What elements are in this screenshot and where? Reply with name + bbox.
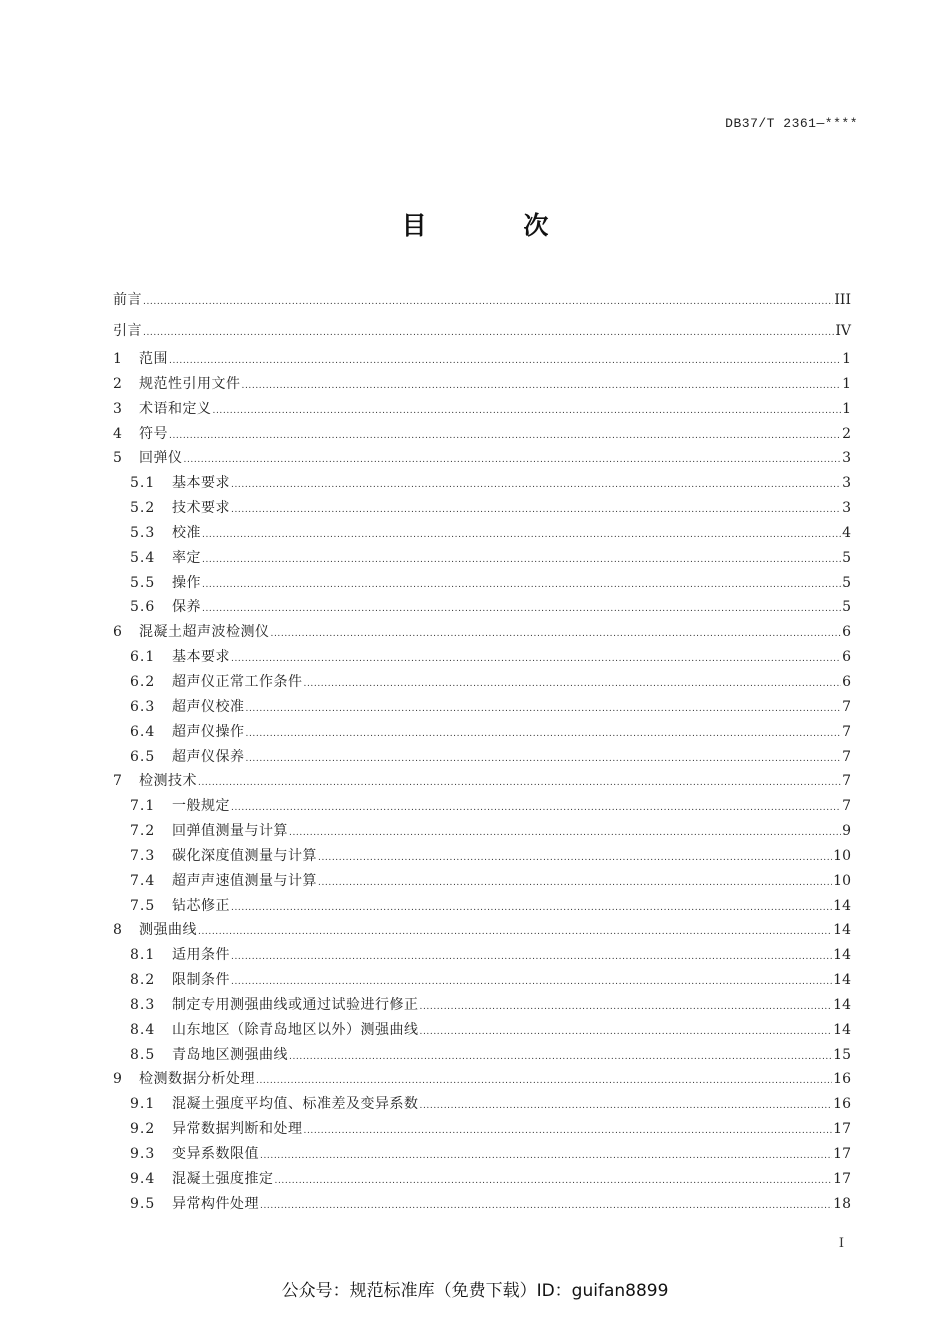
toc-entry-number: 9.1	[130, 1096, 156, 1113]
toc-entry[interactable]	[113, 819, 851, 844]
toc-entry[interactable]	[113, 620, 851, 645]
toc-entry-number: 7	[113, 773, 122, 790]
toc-entry-label: 异常构件处理	[172, 1195, 259, 1212]
toc-entry-number: 5	[113, 450, 122, 467]
toc-dot-leader	[143, 287, 833, 318]
toc-entry-label: 规范性引用文件	[139, 375, 241, 392]
toc-entry-label: 检测技术	[139, 773, 197, 790]
toc-entry-number: 5.6	[130, 599, 156, 616]
toc-entry-label: 超声仪正常工作条件	[172, 673, 303, 690]
toc-entry[interactable]	[113, 546, 851, 571]
toc-entry[interactable]	[113, 471, 851, 496]
toc-entry-label: 适用条件	[172, 947, 230, 964]
toc-entry-number: 7.1	[130, 798, 156, 815]
toc-entry[interactable]	[113, 943, 851, 968]
toc-dot-leader	[275, 1169, 833, 1194]
toc-entry-number: 5.5	[130, 574, 156, 591]
toc-entry-page: IV	[835, 323, 851, 339]
toc-entry[interactable]	[113, 1117, 851, 1142]
toc-entry-label: 超声仪保养	[172, 748, 245, 765]
toc-entry-label: 范围	[139, 351, 168, 367]
toc-entry[interactable]	[113, 968, 851, 993]
toc-entry-number: 9	[113, 1071, 122, 1088]
toc-entry-label: 术语和定义	[139, 400, 212, 417]
toc-entry-page: 10	[833, 872, 851, 889]
toc-entry-number: 5.1	[130, 475, 156, 492]
toc-dot-leader	[231, 498, 841, 523]
toc-entry-label: 异常数据判断和处理	[172, 1121, 303, 1138]
toc-entry-label: 混凝土超声波检测仪	[139, 624, 270, 641]
toc-entry-label: 校准	[172, 524, 201, 541]
toc-entry-number: 7.5	[130, 897, 156, 914]
toc-entry[interactable]	[113, 1043, 851, 1068]
toc-entry-page: 7	[842, 773, 851, 790]
toc-entry-page: III	[834, 292, 851, 308]
toc-dot-leader	[260, 1144, 832, 1169]
toc-entry-number: 6.3	[130, 698, 156, 715]
toc-entry-label: 技术要求	[172, 500, 230, 517]
page-title: 目 次	[401, 211, 593, 240]
toc-entry[interactable]	[113, 285, 851, 316]
toc-dot-leader	[231, 796, 841, 821]
toc-entry-page: 14	[833, 1021, 851, 1038]
toc-entry[interactable]	[113, 347, 851, 372]
toc-entry[interactable]	[113, 794, 851, 819]
toc-entry-label: 回弹值测量与计算	[172, 823, 288, 840]
toc-entry[interactable]	[113, 595, 851, 620]
toc-entry-number: 6.5	[130, 748, 156, 765]
toc-entry-page: 10	[833, 847, 851, 864]
toc-entry-number: 6.4	[130, 723, 156, 740]
toc-dot-leader	[231, 896, 832, 921]
toc-entry-number: 5.3	[130, 524, 156, 541]
toc-entry[interactable]	[113, 1018, 851, 1043]
toc-entry-number: 6.1	[130, 649, 156, 666]
toc-entry[interactable]	[113, 521, 851, 546]
toc-entry-number: 8.4	[130, 1021, 156, 1038]
toc-dot-leader	[213, 399, 842, 424]
toc-entry-number: 7.2	[130, 823, 156, 840]
toc-dot-leader	[318, 846, 832, 871]
toc-entry[interactable]	[113, 769, 851, 794]
toc-entry-page: 18	[833, 1195, 851, 1212]
watermark-text: 公众号：规范标准库（免费下载）ID：guifan8899	[281, 1281, 669, 1301]
toc-entry[interactable]	[113, 1167, 851, 1192]
toc-entry-page: 7	[842, 748, 851, 765]
toc-entry-label: 碳化深度值测量与计算	[172, 847, 317, 864]
toc-dot-leader	[231, 647, 841, 672]
toc-dot-leader	[289, 821, 841, 846]
toc-entry-page: 17	[833, 1121, 851, 1138]
toc-entry-page: 7	[842, 698, 851, 715]
toc-dot-leader	[169, 424, 841, 449]
toc-dot-leader	[202, 548, 841, 573]
toc-entry-number: 9.2	[130, 1121, 156, 1138]
toc-entry-page: 14	[833, 972, 851, 989]
toc-dot-leader	[246, 747, 842, 772]
toc-entry-page: 2	[842, 425, 851, 442]
toc-dot-leader	[260, 1194, 832, 1219]
toc-dot-leader	[420, 1020, 833, 1045]
toc-entry-number: 6	[113, 624, 122, 641]
toc-entry-page: 1	[842, 351, 851, 367]
toc-dot-leader	[184, 448, 842, 473]
toc-entry-label: 一般规定	[172, 798, 230, 815]
toc-entry-label: 制定专用测强曲线或通过试验进行修正	[172, 996, 419, 1013]
toc-dot-leader	[169, 349, 841, 374]
toc-entry-page: 14	[833, 947, 851, 964]
table-of-contents	[113, 285, 851, 1217]
toc-entry-page: 3	[842, 500, 851, 517]
toc-entry-page: 1	[842, 375, 851, 392]
toc-entry-label: 限制条件	[172, 972, 230, 989]
toc-entry-page: 17	[833, 1170, 851, 1187]
toc-entry-label: 率定	[172, 549, 201, 566]
toc-entry-number: 2	[113, 375, 122, 392]
toc-entry[interactable]	[113, 372, 851, 397]
toc-dot-leader	[198, 771, 841, 796]
toc-entry-page: 5	[842, 599, 851, 616]
toc-entry-number: 5.4	[130, 549, 156, 566]
toc-dot-leader	[202, 573, 841, 598]
toc-entry-label: 前言	[113, 292, 142, 308]
toc-entry-page: 5	[842, 549, 851, 566]
toc-dot-leader	[198, 920, 832, 945]
toc-dot-leader	[143, 318, 834, 349]
toc-entry[interactable]	[113, 869, 851, 894]
toc-entry-label: 引言	[113, 323, 142, 339]
toc-dot-leader	[271, 622, 842, 647]
toc-entry-page: 14	[833, 922, 851, 939]
toc-entry-page: 5	[842, 574, 851, 591]
toc-entry-label: 操作	[172, 574, 201, 591]
toc-entry[interactable]	[113, 496, 851, 521]
toc-entry[interactable]	[113, 1067, 851, 1092]
toc-entry-page: 3	[842, 450, 851, 467]
toc-entry-label: 混凝土强度推定	[172, 1170, 274, 1187]
toc-entry-number: 6.2	[130, 673, 156, 690]
toc-entry[interactable]	[113, 918, 851, 943]
toc-entry-page: 16	[833, 1071, 851, 1088]
toc-entry-label: 山东地区（除青岛地区以外）测强曲线	[172, 1021, 419, 1038]
toc-entry-page: 7	[842, 798, 851, 815]
toc-entry[interactable]	[113, 1192, 851, 1217]
toc-entry-page: 17	[833, 1146, 851, 1162]
toc-entry-number: 8.1	[130, 947, 156, 964]
toc-dot-leader	[304, 672, 842, 697]
toc-entry-label: 混凝土强度平均值、标准差及变异系数	[172, 1096, 419, 1113]
toc-dot-leader	[231, 473, 841, 498]
toc-entry-number: 9.3	[130, 1146, 156, 1162]
toc-entry-page: 3	[842, 475, 851, 492]
toc-entry-number: 3	[113, 400, 122, 417]
toc-entry-number: 8	[113, 922, 122, 939]
document-code: DB37/T 2361—****	[725, 116, 858, 131]
toc-entry[interactable]	[113, 316, 851, 347]
toc-entry-page: 16	[833, 1096, 851, 1113]
toc-dot-leader	[420, 995, 833, 1020]
toc-entry-number: 7.3	[130, 847, 156, 864]
toc-dot-leader	[318, 871, 832, 896]
toc-entry-page: 9	[842, 823, 851, 840]
toc-entry-number: 5.2	[130, 500, 156, 517]
toc-entry-page: 1	[842, 400, 851, 417]
toc-entry[interactable]	[113, 422, 851, 447]
toc-entry[interactable]	[113, 1142, 851, 1167]
toc-entry[interactable]	[113, 695, 851, 720]
toc-entry[interactable]	[113, 397, 851, 422]
toc-entry-label: 保养	[172, 599, 201, 616]
toc-entry-label: 检测数据分析处理	[139, 1071, 255, 1088]
page-number: I	[838, 1236, 844, 1251]
toc-entry-page: 6	[842, 624, 851, 641]
toc-entry-label: 钻芯修正	[172, 897, 230, 914]
toc-entry-number: 1	[113, 351, 122, 367]
toc-dot-leader	[420, 1094, 833, 1119]
toc-entry-label: 青岛地区测强曲线	[172, 1046, 288, 1063]
toc-entry-page: 6	[842, 673, 851, 690]
toc-entry-number: 4	[113, 425, 122, 442]
toc-entry-page: 14	[833, 996, 851, 1013]
toc-dot-leader	[202, 523, 841, 548]
toc-dot-leader	[246, 722, 842, 747]
toc-dot-leader	[231, 945, 832, 970]
toc-entry-number: 8.3	[130, 996, 156, 1013]
toc-entry-number: 9.4	[130, 1170, 156, 1187]
toc-entry-label: 基本要求	[172, 475, 230, 492]
toc-dot-leader	[231, 970, 832, 995]
toc-entry[interactable]	[113, 844, 851, 869]
toc-entry[interactable]	[113, 745, 851, 770]
toc-entry-number: 8.5	[130, 1046, 156, 1063]
toc-dot-leader	[289, 1045, 832, 1070]
toc-dot-leader	[202, 597, 841, 622]
toc-entry-label: 超声声速值测量与计算	[172, 872, 317, 889]
toc-entry-page: 7	[842, 723, 851, 740]
toc-entry[interactable]	[113, 1092, 851, 1117]
toc-entry-page: 14	[833, 897, 851, 914]
toc-dot-leader	[242, 374, 842, 399]
toc-entry-label: 回弹仪	[139, 450, 183, 467]
toc-dot-leader	[256, 1069, 832, 1094]
toc-entry[interactable]	[113, 670, 851, 695]
toc-dot-leader	[304, 1119, 833, 1144]
toc-entry-label: 符号	[139, 425, 168, 442]
toc-entry[interactable]	[113, 894, 851, 919]
toc-dot-leader	[246, 697, 842, 722]
toc-entry[interactable]	[113, 446, 851, 471]
toc-entry-page: 6	[842, 649, 851, 666]
toc-entry-label: 测强曲线	[139, 922, 197, 939]
toc-entry-page: 15	[833, 1046, 851, 1063]
toc-entry-number: 9.5	[130, 1195, 156, 1212]
toc-entry[interactable]	[113, 720, 851, 745]
toc-entry-number: 7.4	[130, 872, 156, 889]
toc-entry-label: 超声仪校准	[172, 698, 245, 715]
toc-entry-label: 变异系数限值	[172, 1146, 259, 1162]
toc-entry-page: 4	[842, 524, 851, 541]
toc-entry-label: 超声仪操作	[172, 723, 245, 740]
toc-entry[interactable]	[113, 993, 851, 1018]
toc-entry[interactable]	[113, 645, 851, 670]
toc-entry-label: 基本要求	[172, 649, 230, 666]
toc-entry-number: 8.2	[130, 972, 156, 989]
toc-entry[interactable]	[113, 571, 851, 596]
